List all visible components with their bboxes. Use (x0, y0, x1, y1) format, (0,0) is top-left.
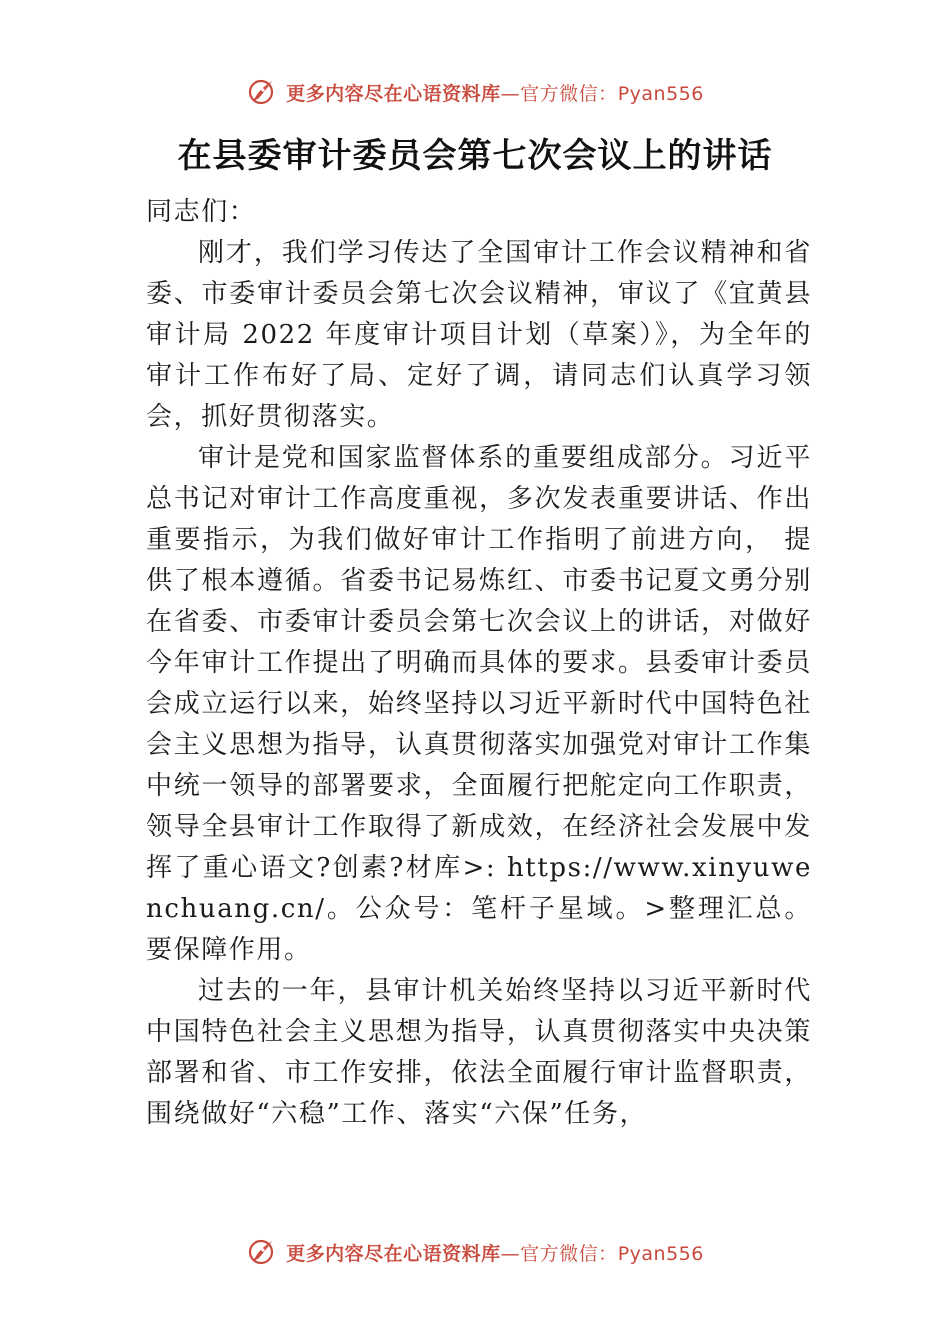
banner-wechat-id: Pyan556 (617, 82, 704, 105)
banner-text (286, 1239, 704, 1266)
banner-label: 官方微信： (520, 82, 618, 105)
banner-label: 官方微信： (520, 1242, 618, 1265)
banner-text (286, 79, 704, 106)
pen-logo-icon (246, 75, 280, 109)
paragraph-2: 审计是党和国家监督体系的重要组成部分。习近平总书记对审计工作高度重视，多次发表重要讲话、作出重要指示，为我们做好审计工作指明了前进方向， 提供了根本遵循。省委书记易炼红、市委书记夏文勇分别在省委、市委审计委员会第七次会议上的讲话，对做好今年审计工作提出了明确而具体的要求。县委审计委员会成立运行以来，始终坚持以习近平新时代中国特色社会主义思想为指导，认真贯彻落实加强党对审计工作集中统一领导的部署要求，全面履行把舵定向工作职责，领导全县审计工作取得了新成效，在经济社会发展中发挥了重心语文?创素?材库>: https://www.xinyuwenchuang.cn/。公众号：笔杆子星域。>整理汇总。要保障作用。 (146, 443, 812, 965)
banner-separator: — (500, 82, 521, 105)
banner-main-text: 更多内容尽在心语资料库 (286, 82, 501, 105)
banner-main-text: 更多内容尽在心语资料库 (286, 1242, 501, 1265)
paragraph-1: 刚才，我们学习传达了全国审计工作会议精神和省委、市委审计委员会第七次会议精神，审议了《宜黄县审计局 2022 年度审计项目计划（草案）》，为全年的审计工作布好了局、定好了调，请同志们认真学习领会，抓好贯彻落实。 (146, 238, 812, 432)
salutation: 同志们： (146, 197, 257, 227)
banner-wechat-id: Pyan556 (617, 1242, 704, 1265)
banner-separator: — (500, 1242, 521, 1265)
pen-logo-icon (246, 1235, 280, 1269)
page-title: 在县委审计委员会第七次会议上的讲话 (177, 136, 773, 176)
document-body (146, 192, 812, 1135)
footer-banner (0, 1232, 950, 1272)
paragraph-3: 过去的一年，县审计机关始终坚持以习近平新时代中国特色社会主义思想为指导，认真贯彻落实中央决策部署和省、市工作安排，依法全面履行审计监督职责，围绕做好“六稳”工作、落实“六保”任务， (146, 976, 812, 1129)
header-banner (0, 72, 950, 112)
